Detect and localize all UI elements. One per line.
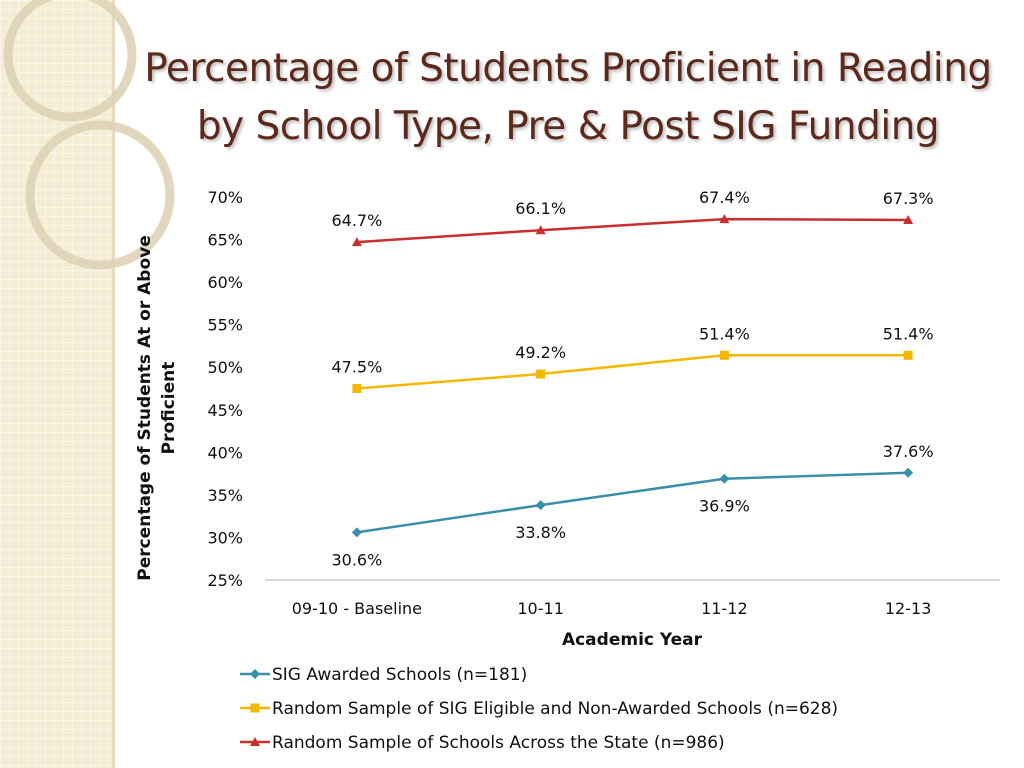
x-axis-ticks: [292, 599, 932, 618]
y-tick-label: 35%: [207, 485, 243, 505]
data-label: 47.5%: [331, 357, 383, 377]
data-point: [536, 370, 545, 379]
y-tick-label: 40%: [207, 443, 243, 463]
decorative-rings: [8, 0, 170, 265]
data-point: [719, 474, 729, 484]
data-label: 33.8%: [515, 523, 567, 543]
y-axis-title-line-2: Proficient: [159, 361, 179, 455]
data-point: [352, 527, 362, 537]
y-tick-label: 30%: [207, 528, 243, 548]
data-label: 30.6%: [331, 550, 383, 570]
series-line: [357, 473, 908, 533]
data-label: 36.9%: [698, 496, 750, 516]
x-tick-label: 09-10 - Baseline: [291, 599, 423, 618]
legend-item: [240, 665, 527, 685]
legend-marker: [251, 704, 260, 713]
y-tick-label: 60%: [207, 273, 243, 293]
legend-label: Random Sample of SIG Eligible and Non-Awarded Schools (n=628): [272, 699, 839, 719]
legend-item: [240, 733, 725, 753]
y-tick-label: 45%: [207, 400, 243, 420]
x-tick-label: 11-12: [701, 599, 748, 618]
data-label: 37.6%: [882, 441, 934, 461]
y-tick-label: 70%: [207, 188, 243, 207]
legend: [240, 665, 838, 753]
data-label: 51.4%: [698, 324, 750, 344]
data-label: 66.1%: [515, 199, 567, 219]
data-point: [536, 500, 546, 510]
data-label: 49.2%: [515, 343, 567, 363]
title-line-2: by School Type, Pre & Post SIG Funding: [196, 104, 940, 149]
y-axis-title-line-1: Percentage of Students At or Above: [135, 235, 155, 581]
legend-label: SIG Awarded Schools (n=181): [272, 665, 528, 685]
series-line: [357, 355, 908, 388]
y-tick-label: 65%: [207, 230, 243, 250]
x-tick-label: 10-11: [517, 599, 564, 618]
x-tick-label: 12-13: [884, 599, 932, 618]
data-label: 64.7%: [331, 211, 383, 231]
data-label: 67.4%: [698, 188, 750, 208]
data-label: 51.4%: [882, 324, 934, 344]
y-tick-label: 50%: [207, 358, 243, 378]
series-line: [357, 219, 908, 242]
title-line-1: Percentage of Students Proficient in Reading: [144, 46, 992, 91]
data-point: [720, 351, 729, 360]
y-tick-label: 55%: [207, 315, 243, 335]
y-axis-title: [135, 235, 179, 581]
decorative-ring: [8, 0, 132, 117]
y-tick-label: 25%: [207, 571, 243, 590]
data-point: [904, 351, 913, 360]
data-label: 67.3%: [882, 188, 934, 208]
data-point: [352, 384, 361, 393]
data-point: [903, 468, 913, 478]
legend-marker: [250, 669, 260, 679]
legend-label: Random Sample of Schools Across the State (n=986): [272, 733, 725, 753]
legend-item: [240, 699, 838, 719]
x-axis-title: Academic Year: [561, 630, 703, 650]
data-label-layer: [331, 188, 933, 569]
series-layer: [352, 214, 913, 537]
y-axis-ticks: [207, 188, 243, 590]
